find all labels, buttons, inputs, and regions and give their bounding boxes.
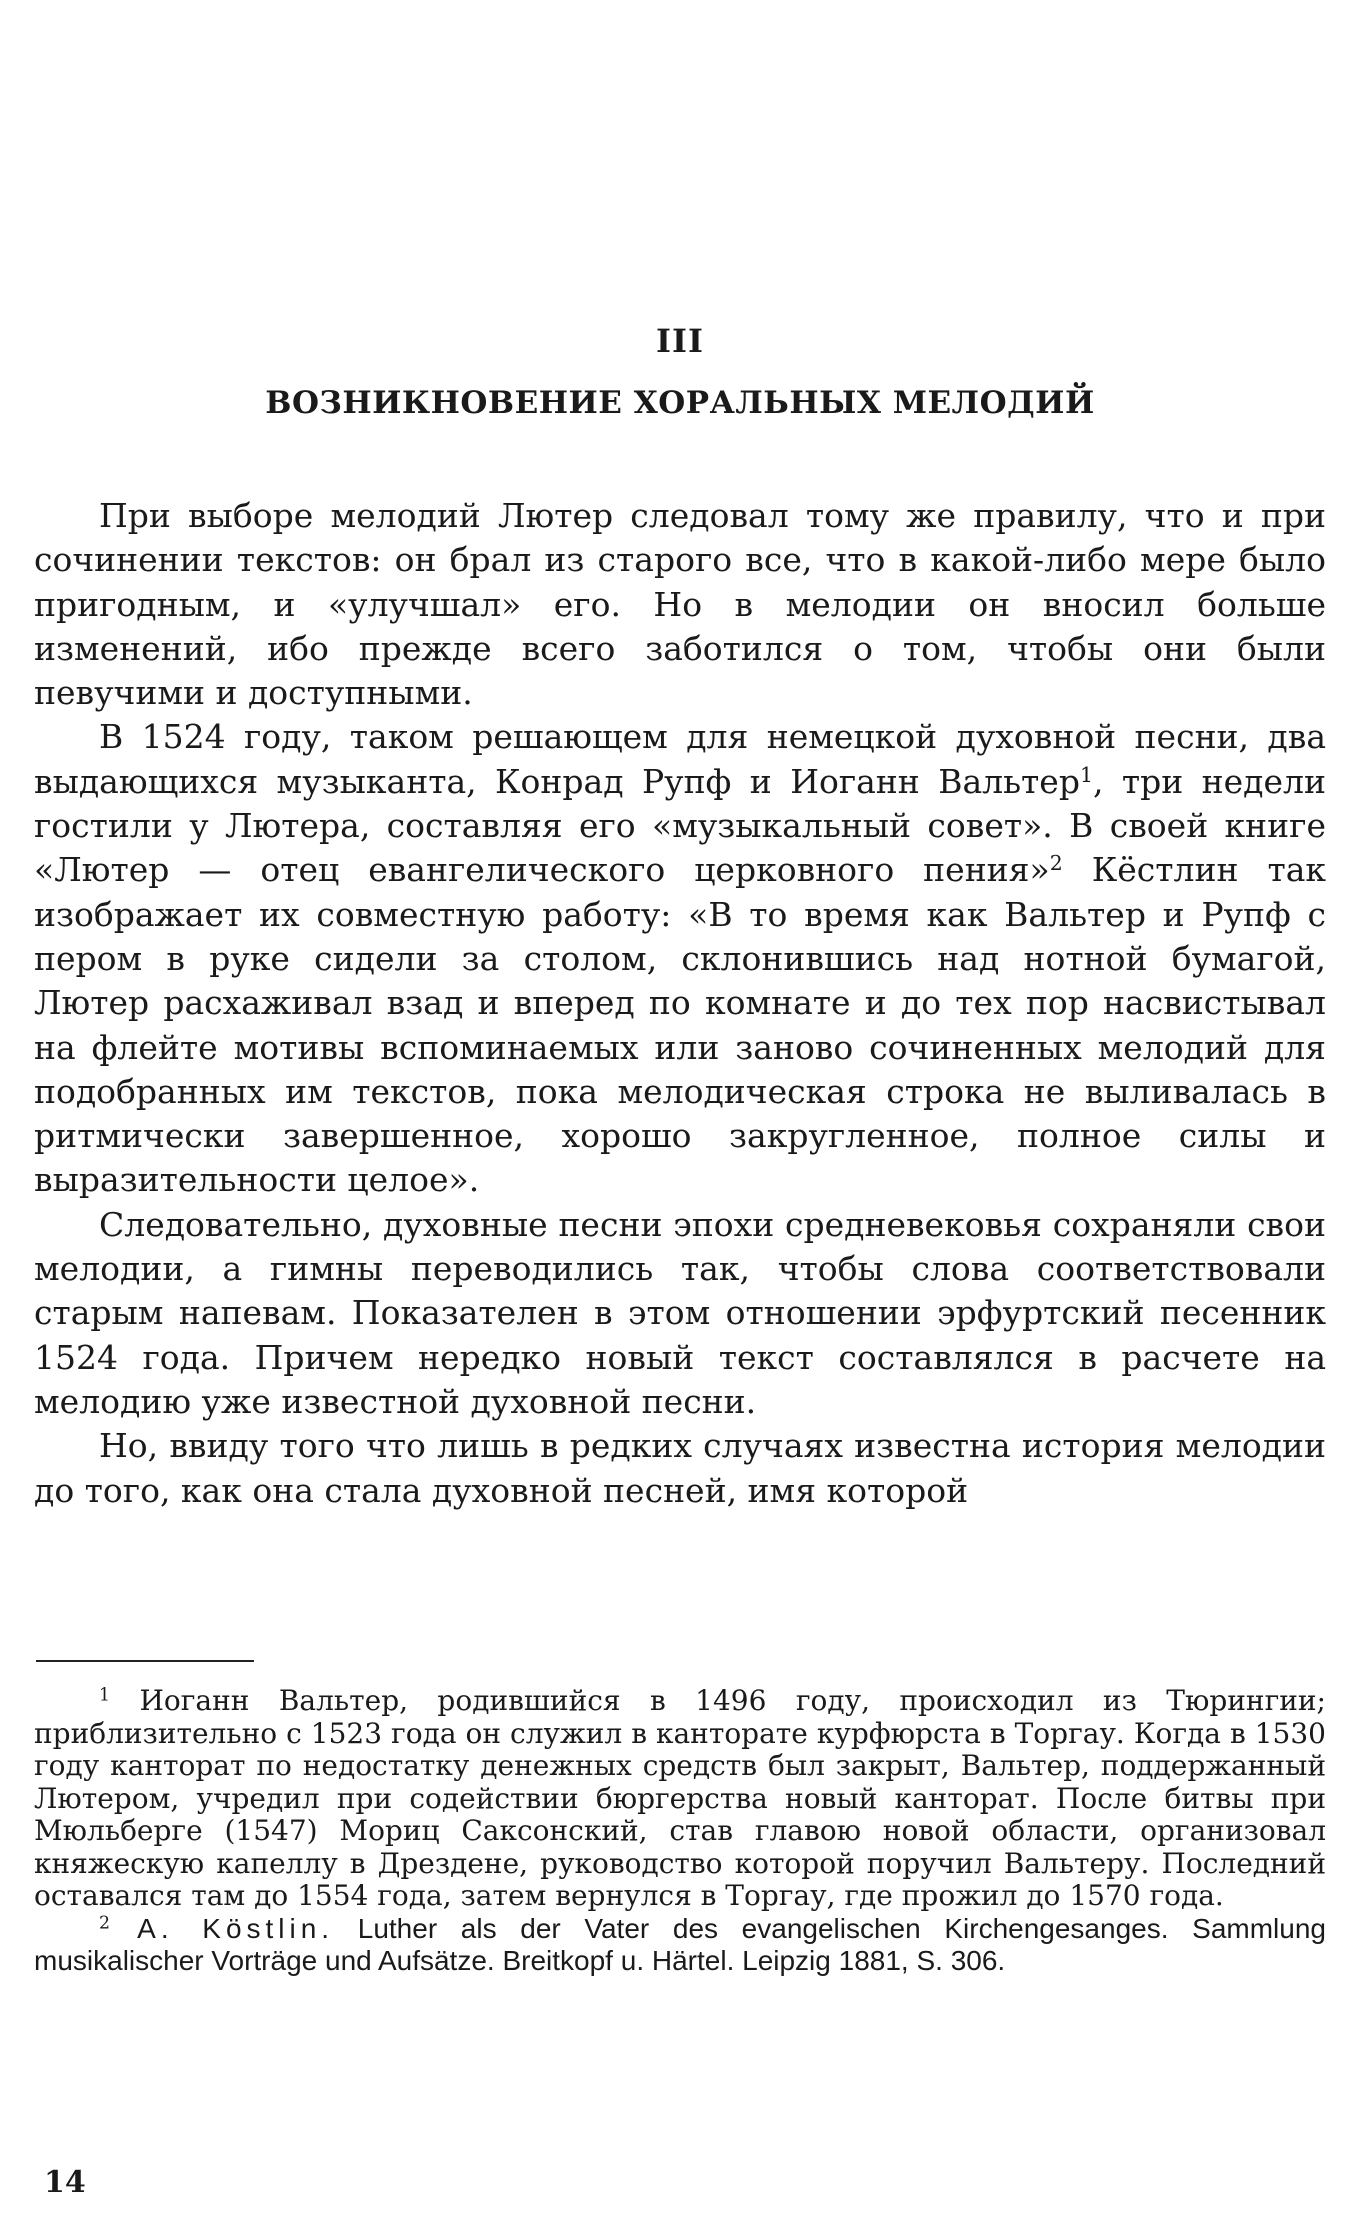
page-number: 14 [44,2165,86,2200]
main-text [34,494,1326,1513]
paragraph-4: Но, ввиду того что лишь в редких случаях известна история мелодии до того, как она стала духовной песней, имя которой [34,1426,1326,1510]
chapter-title: ВОЗНИКНОВЕНИЕ ХОРАЛЬНЫХ МЕЛОДИЙ [265,385,1095,421]
footnote-2-mark: 2 [99,1912,111,1933]
paragraph-3: Следовательно, духовные песни эпохи средневековья сохраняли свои мелодии, а гимны переводились так, чтобы слова соответствовали старым напевам. Показателен в этом отношении эрфуртский песенник 1524 года. Причем нередко новый текст составлялся в расчете на мелодию уже известной духовной песни. [34,1204,1326,1421]
chapter-number: III [656,322,704,360]
paragraph-2-part-b: , три недели гостили у Лютера, составляя его «музыкальный совет». В своей книге «Лютер — отец евангелического церковного пения» [34,761,1326,890]
footnote-divider [36,1660,254,1662]
paragraph-2 [34,715,1326,1202]
footnote-ref-2: 2 [1049,851,1063,876]
book-page [34,0,1326,2217]
footnotes [34,1685,1326,1978]
footnote-2-author: A. Köstlin. [110,1912,335,1944]
footnote-1 [34,1685,1326,1913]
paragraph-2-part-a: В 1524 году, таком решающем для немецкой духовной песни, два выдающихся музыканта, Конрад Рупф и Иоганн Вальтер [34,717,1326,801]
footnote-ref-1: 1 [1079,762,1093,787]
footnote-1-text: Иоганн Вальтер, родившийся в 1496 году, происходил из Тюрингии; приблизительно с 1523 года он служил в канторате курфюрста в Торгау. Когда в 1530 году канторат по недостатку денежных средств был закрыт, Вальтер, поддержанный Лютером, учредил при содействии бюргерства новый канторат. После битвы при Мюльберге (1547) Мориц Саксонский, став главою новой области, организовал княжескую капеллу в Дрездене, руководство которой поручил Вальтеру. Последний оставался там до 1554 года, затем вернулся в Торгау, где прожил до 1570 года. [34,1684,1326,1912]
footnote-2 [34,1913,1326,1978]
footnote-1-mark: 1 [99,1685,111,1706]
footnote-2-text: Luther als der Vater des evangelischen Kirchengesanges. Sammlung musikalischer Vorträge und Aufsätze. Breitkopf u. Härtel. Leipzig 1881, S. 306. [34,1912,1326,1976]
paragraph-1: При выборе мелодий Лютер следовал тому же правилу, что и при сочинении текстов: он брал из старого все, что в какой-либо мере было пригодным, и «улучшал» его. Но в мелодии он вносил больше изменений, ибо прежде всего заботился о том, чтобы они были певучими и доступными. [34,496,1326,713]
paragraph-2-part-c: Кёстлин так изображает их совместную работу: «В то время как Вальтер и Рупф с пером в руке сидели за столом, склонившись над нотной бумагой, Лютер расхаживал взад и вперед по комнате и до тех пор насвистывал на флейте мотивы вспоминаемых или заново сочиненных мелодий для подобранных им текстов, пока мелодическая строка не выливалась в ритмически завершенное, хорошо закругленное, полное силы и выразительности целое». [34,850,1327,1200]
